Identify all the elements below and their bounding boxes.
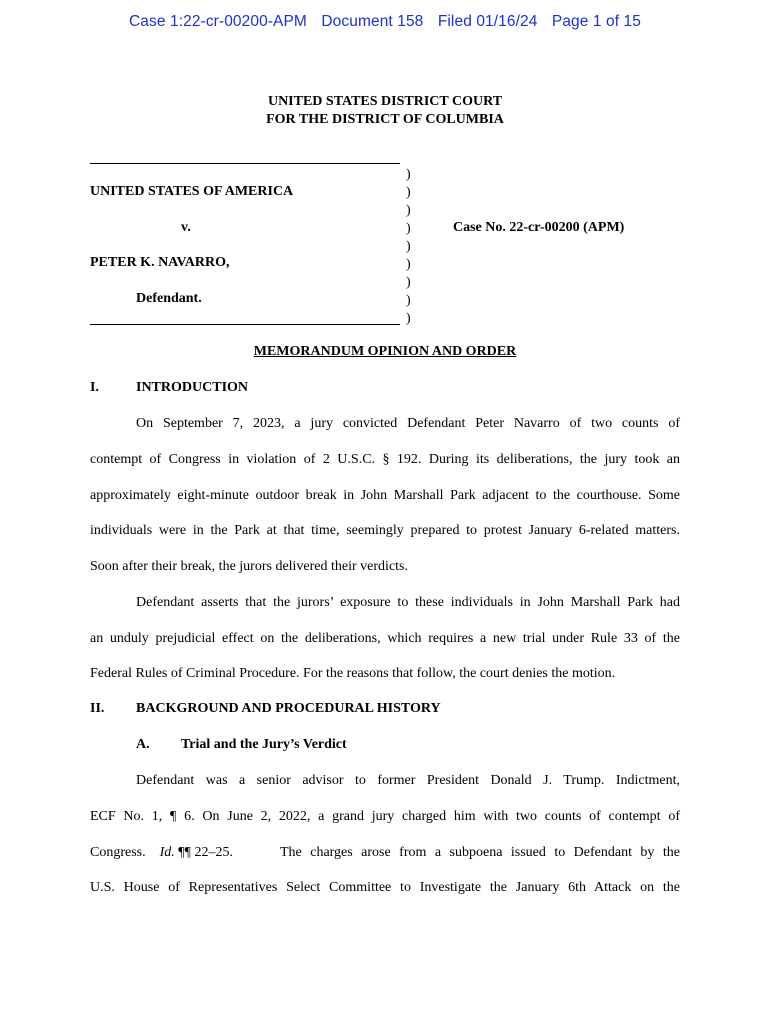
ecf-header-stamp bbox=[0, 13, 770, 31]
body-line: Soon after their break, the jurors delivered their verdicts. bbox=[90, 559, 408, 574]
body-line-citation bbox=[90, 845, 680, 861]
citation-pre: Congress. bbox=[90, 845, 146, 860]
paren: ) bbox=[406, 203, 411, 218]
body-line: individuals were in the Park at that time, seemingly prepared to protest January 6-related matters. bbox=[90, 523, 680, 538]
body-line: Defendant asserts that the jurors’ exposure to these individuals in John Marshall Park had bbox=[136, 595, 680, 610]
citation-lead bbox=[90, 845, 233, 861]
body-line: On September 7, 2023, a jury convicted Defendant Peter Navarro of two counts of bbox=[136, 416, 680, 431]
page-number-stamp: Page 1 of 15 bbox=[551, 13, 641, 30]
citation-id: Id. bbox=[159, 845, 175, 860]
section-heading-background: BACKGROUND AND PROCEDURAL HISTORY bbox=[136, 701, 441, 716]
paren: ) bbox=[406, 293, 411, 308]
case-number: Case No. 22-cr-00200 (APM) bbox=[453, 220, 625, 235]
body-line: an unduly prejudicial effect on the deliberations, which requires a new trial under Rule 33 of the bbox=[90, 631, 680, 646]
subsection-heading-trial: Trial and the Jury’s Verdict bbox=[181, 737, 347, 752]
body-line: contempt of Congress in violation of 2 U.S.C. § 192. During its deliberations, the jury took an bbox=[90, 452, 680, 467]
subsection-number: A. bbox=[136, 737, 150, 752]
case-number-stamp: Case 1:22-cr-00200-APM bbox=[129, 13, 307, 30]
body-line: Defendant was a senior advisor to former President Donald J. Trump. Indictment, bbox=[136, 773, 680, 788]
paren: ) bbox=[406, 239, 411, 254]
body-line: Federal Rules of Criminal Procedure. For the reasons that follow, the court denies the motion. bbox=[90, 666, 616, 681]
caption-plaintiff: UNITED STATES OF AMERICA bbox=[90, 184, 294, 199]
section-heading-introduction: INTRODUCTION bbox=[136, 380, 249, 395]
court-district: FOR THE DISTRICT OF COLUMBIA bbox=[266, 112, 504, 127]
paren: ) bbox=[406, 311, 411, 326]
caption-versus: v. bbox=[181, 220, 191, 235]
body-line: approximately eight-minute outdoor break in John Marshall Park adjacent to the courthouse. Some bbox=[90, 488, 680, 503]
caption-top-rule bbox=[90, 163, 400, 164]
paren: ) bbox=[406, 185, 411, 200]
court-name: UNITED STATES DISTRICT COURT bbox=[267, 94, 503, 109]
paren: ) bbox=[406, 257, 411, 272]
paren: ) bbox=[406, 221, 411, 236]
document-title: MEMORANDUM OPINION AND ORDER bbox=[253, 344, 517, 359]
body-line: U.S. House of Representatives Select Committee to Investigate the January 6th Attack on the bbox=[90, 880, 680, 895]
filed-date-stamp: Filed 01/16/24 bbox=[437, 13, 538, 30]
paren: ) bbox=[406, 275, 411, 290]
citation-tail: The charges arose from a subpoena issued to Defendant by the bbox=[280, 845, 680, 860]
citation-paragraphs: ¶¶ 22–25. bbox=[178, 845, 233, 860]
caption-defendant: PETER K. NAVARRO, bbox=[90, 255, 230, 270]
caption-bottom-rule bbox=[90, 324, 400, 325]
section-number: I. bbox=[90, 380, 99, 395]
paren: ) bbox=[406, 167, 411, 182]
body-line: ECF No. 1, ¶ 6. On June 2, 2022, a grand jury charged him with two counts of contempt of bbox=[90, 809, 680, 824]
caption-defendant-role: Defendant. bbox=[136, 291, 202, 306]
section-number: II. bbox=[90, 701, 105, 716]
document-number-stamp: Document 158 bbox=[321, 13, 424, 30]
